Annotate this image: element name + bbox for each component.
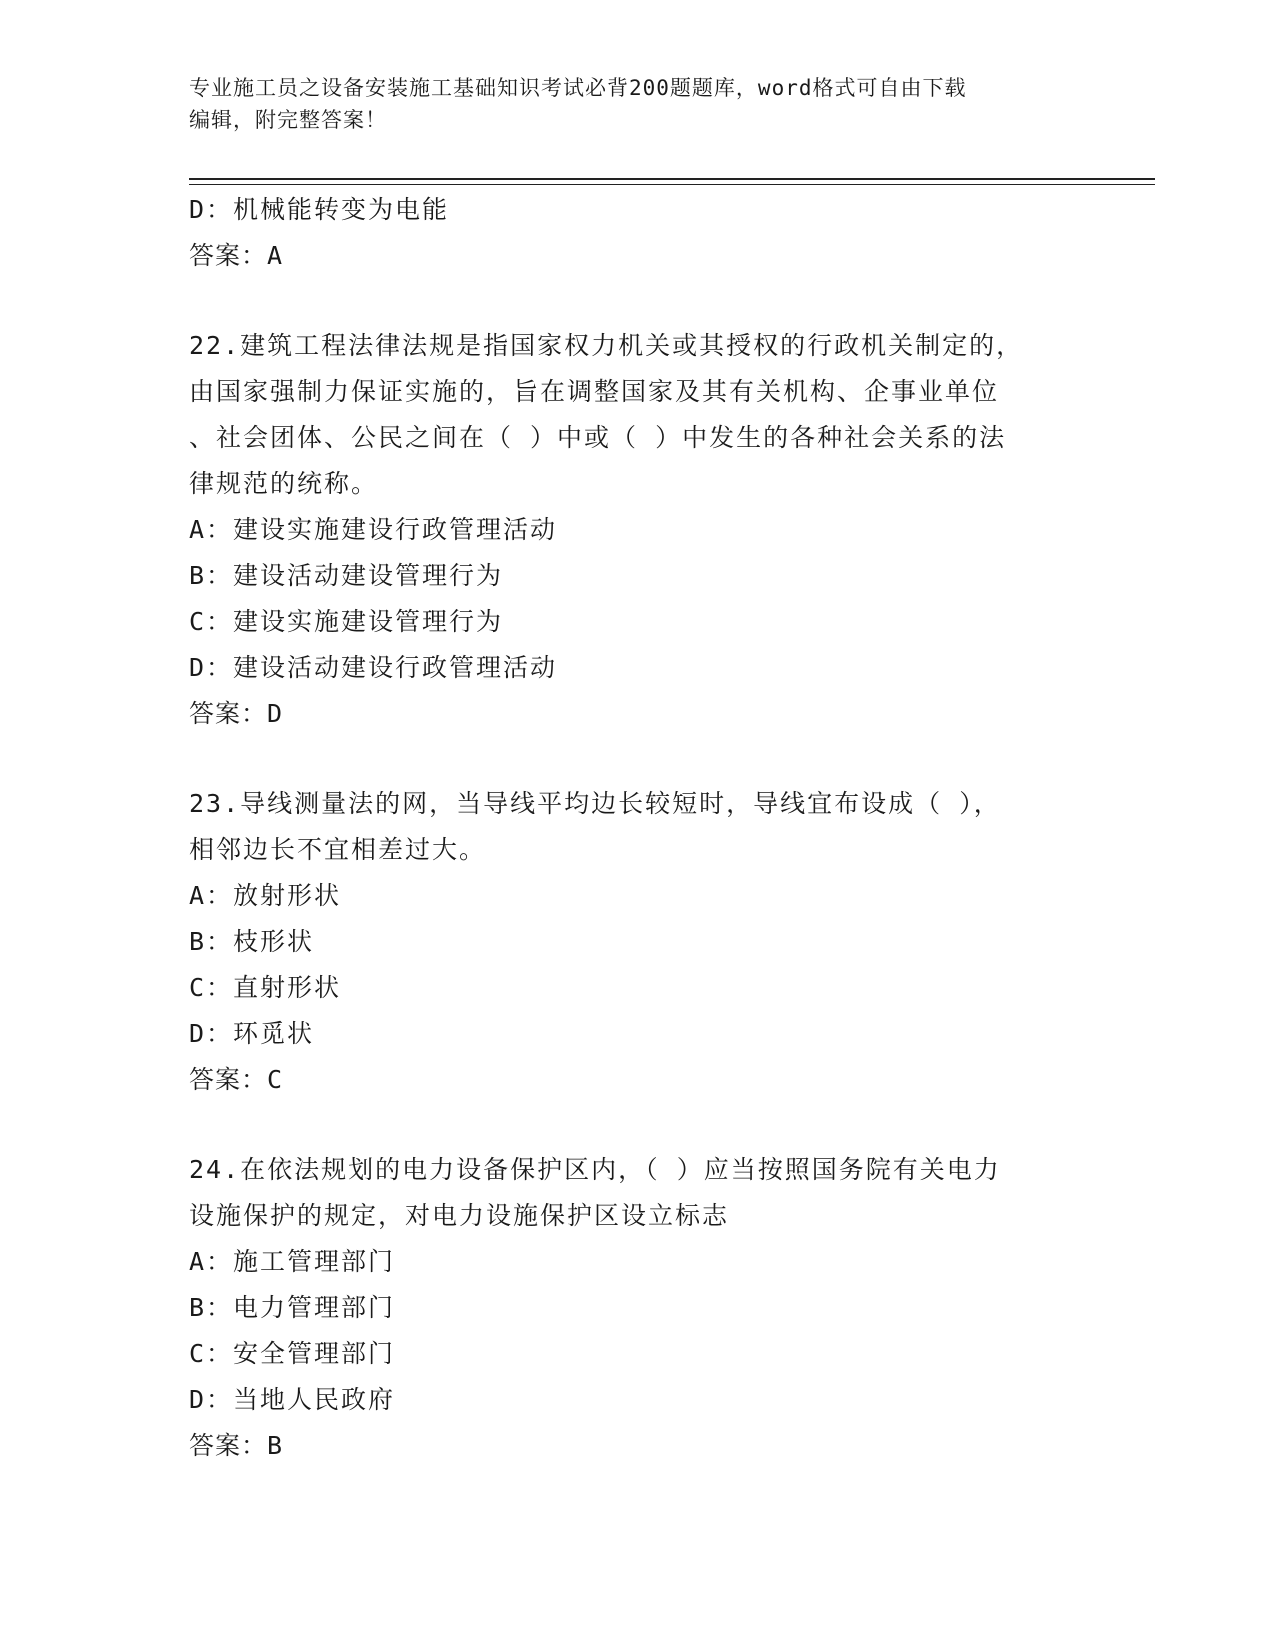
question-23 <box>189 781 1069 1103</box>
answer-label: 答案： <box>189 699 268 728</box>
option-d: D：环觅状 <box>189 1019 315 1048</box>
question-22 <box>189 323 1069 737</box>
spacer <box>189 1103 1069 1147</box>
question-stem-line: 律规范的统称。 <box>189 469 379 498</box>
document-header <box>189 72 1089 136</box>
question-stem-line: 23.导线测量法的网，当导线平均边长较短时，导线宜布设成（ ）， <box>189 789 1001 818</box>
answer-label: 答案： <box>189 1065 268 1094</box>
answer-value: B <box>267 1431 284 1460</box>
header-divider-thick <box>189 178 1155 180</box>
header-line-2: 编辑，附完整答案！ <box>189 108 387 132</box>
option-a: A：放射形状 <box>189 881 342 910</box>
option-c: C：建设实施建设管理行为 <box>189 607 504 636</box>
option-c: C：直射形状 <box>189 973 342 1002</box>
question-stem-line: 由国家强制力保证实施的，旨在调整国家及其有关机构、企事业单位 <box>189 377 1000 406</box>
question-stem-line: 相邻边长不宜相差过大。 <box>189 835 487 864</box>
question-stem-line: 设施保护的规定，对电力设施保护区设立标志 <box>189 1201 730 1230</box>
answer-value: D <box>267 699 284 728</box>
option-d: D：建设活动建设行政管理活动 <box>189 653 558 682</box>
question-content <box>189 187 1069 1469</box>
header-line-1: 专业施工员之设备安装施工基础知识考试必背200题题库，word格式可自由下载 <box>189 76 967 100</box>
question-stem-line: 24.在依法规划的电力设备保护区内，（ ）应当按照国务院有关电力 <box>189 1155 1001 1184</box>
answer <box>189 1057 1069 1103</box>
option-c: C：安全管理部门 <box>189 1339 396 1368</box>
answer-label: 答案： <box>189 241 268 270</box>
option-b: B：电力管理部门 <box>189 1293 396 1322</box>
answer-label: 答案： <box>189 1431 268 1460</box>
option-b: B：建设活动建设管理行为 <box>189 561 504 590</box>
option-a: A：建设实施建设行政管理活动 <box>189 515 558 544</box>
option-a: A：施工管理部门 <box>189 1247 396 1276</box>
answer-value: A <box>267 241 284 270</box>
header-divider-thin <box>189 184 1155 185</box>
option-b: B：枝形状 <box>189 927 315 956</box>
question-24 <box>189 1147 1069 1469</box>
answer <box>189 1423 1069 1469</box>
spacer <box>189 279 1069 323</box>
answer-value: C <box>267 1065 284 1094</box>
question-stem-line: 、社会团体、公民之间在（ ）中或（ ）中发生的各种社会关系的法 <box>189 423 1007 452</box>
question-stem-line: 22.建筑工程法律法规是指国家权力机关或其授权的行政机关制定的， <box>189 331 1024 360</box>
answer <box>189 691 1069 737</box>
prev-answer <box>189 233 1069 279</box>
prev-option-d: D：机械能转变为电能 <box>189 195 450 224</box>
option-d: D：当地人民政府 <box>189 1385 396 1414</box>
spacer <box>189 737 1069 781</box>
